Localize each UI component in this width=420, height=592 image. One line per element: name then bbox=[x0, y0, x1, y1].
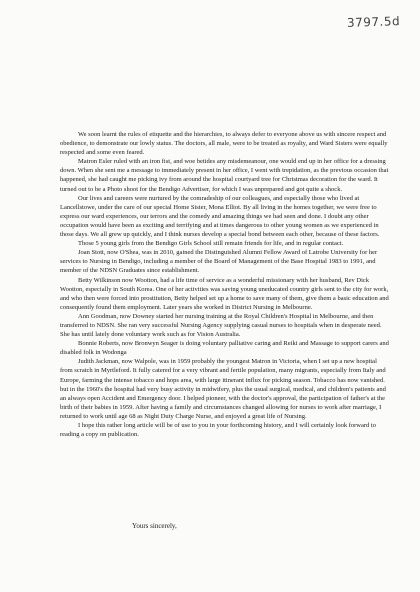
closing-salutation: Yours sincerely, bbox=[132, 522, 177, 530]
paragraph-comradeship: Our lives and careers were nurtured by the comradeship of our colleagues, and especially those who lived at Lancellstowe, under the care of our special Home Sister, Mona Elliot. By all living in the homes together, we were free to express our ward experiences, our terrors and the comedy and amazing things we had seen and done. I doubt any other occupation would have been as exciting and terrifying and at times dangerous to other young women as we experienced in those days. We all grew up quickly, and I think nurses develop a special bond between each other, because of these factors. bbox=[60, 194, 380, 239]
paragraph-ann-goodman: Ann Goodman, now Downey started her nursing training at the Royal Children's Hospital in Melbourne, and then transferred to NDSN. She ran very successful Nursing Agency supplying casual nurses to hospitals when in desperate need. She has until lately done voluntary work such as for Vision Australia. bbox=[60, 312, 382, 339]
paragraph-etiquette: We soon learnt the rules of etiquette and the hierarchies, to always defer to everyone above us with sincere respect and obedience, to demonstrate our lowly status. The doctors, all male, were to be treated as royalty, and Ward Sisters were equally respected and some even feared. bbox=[60, 131, 388, 157]
paragraph-friends: Those 5 young girls from the Bendigo Girls School still remain friends for life, and in regular contact. bbox=[78, 240, 344, 248]
paragraph-closing-hope: I hope this rather long article will be of use to you in your forthcoming history, and I will certainly look forward to reading a copy on publication. bbox=[60, 422, 376, 439]
handwritten-reference-note: 3797.5d bbox=[346, 14, 401, 30]
paragraph-matron: Matron Esler ruled with an iron fist, and woe betides any misdemeanour, one would end up in her office for a dressing down. When she sent me a message to immediately present in her office, I went with trepidation, as the previous occasion that happened, she had caught me picking ivy from around the hospital courtyard tree for Christmas decoration for the ward. It turned out to be a Photo shoot for the Bendigo Advertiser, for which I was unprepared and got quite a shock. bbox=[60, 158, 389, 193]
paragraph-judith-jackman: Judith Jackman, now Walpole, was in 1959 probably the youngest Matron in Victoria, when I set up a new hospital from scratch in Myrtleford. It fully catered for a very vibrant and fertile population, many migrants, especially from Italy and Europe, farming the intense tobacco and hops area, with large itinerant influx for picking season. Tobacco has now vanished. but in the 1960's the hospital had very busy activity in midwifery, plus the usual surgical, medical, and children's patients and an always open Accident and Emergency door. I helped pioneer, with the doctor's approval, the participation of father's at the birth of their babies in 1959. After having a family and circumstances changed allowing for nurses to work after marriage, I returned to work until age 68 as Night Duty Charge Nurse, and enjoyed a great life of Nursing. bbox=[60, 358, 386, 420]
letter-body bbox=[60, 130, 390, 439]
paragraph-joan-stott: Joan Stott, now O'Shea, was in 2010, gained the Distinguished Alumni Fellow Award of Latrobe University for her services to Nursing in Bendigo, including a member of the Board of Management of the Base Hospital 1983 to 1991, and member of the NDSN Graduates since establishment. bbox=[60, 249, 378, 275]
paragraph-bonnie-roberts: Bonnie Roberts, now Bronwyn Seager is doing voluntary palliative caring and Reiki and Massage to support carers and disabled folk in Wodonga bbox=[60, 340, 389, 357]
paragraph-betty-wilkinson: Betty Wilkinson now Wootton, had a life time of service as a wonderful missionary with her husband, Rev Dick Wootton, especially in South Korea. One of her activities was saving young uneducated country girls sent to the city for work, and who then were forced into prostitution, Betty helped set up a home to save many of them, give them a basic education and consequently found them employment. Later years she worked in District Nursing in Melbourne. bbox=[60, 276, 389, 311]
